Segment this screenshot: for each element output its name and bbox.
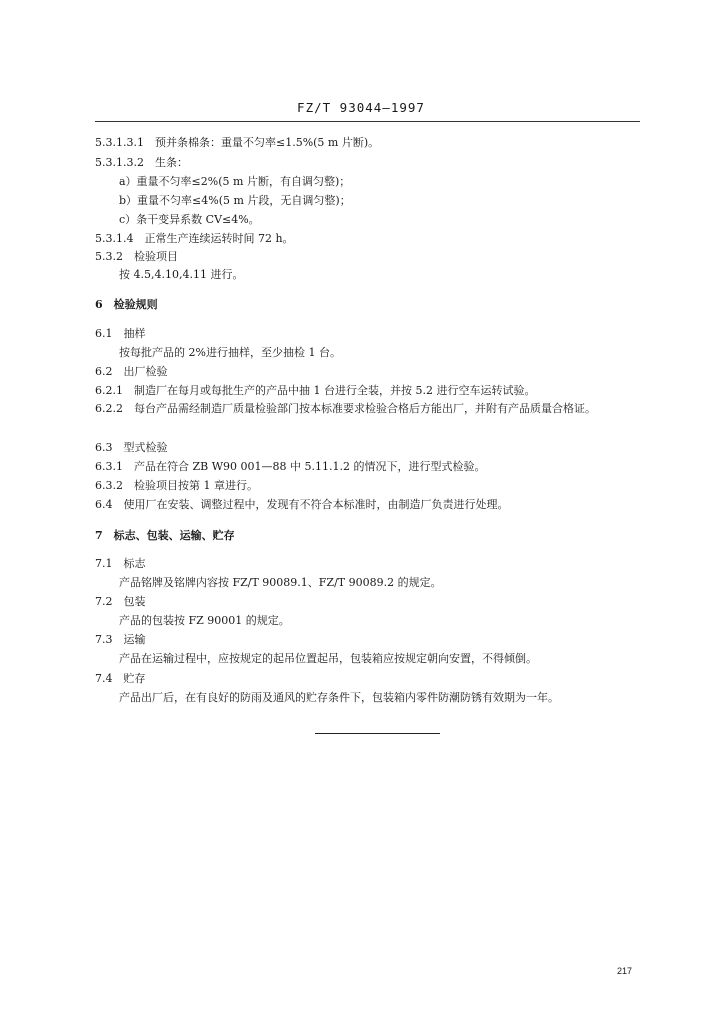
section-6-heading: 6 检验规则 <box>95 298 158 311</box>
item-b: b）重量不匀率≤4%(5 m 片段，无自调匀整)； <box>119 194 351 207</box>
page-number: 217 <box>617 966 633 976</box>
clause-5-3-1-3-2: 5.3.1.3.2 生条： <box>95 156 188 169</box>
item-c: c）条干变异系数 CV≤4%。 <box>119 213 260 226</box>
header-rule <box>95 121 640 122</box>
clause-6-2: 6.2 出厂检验 <box>95 365 168 378</box>
clause-7-3-text: 产品在运输过程中，应按规定的起吊位置起吊，包装箱应按规定朝向安置，不得倾倒。 <box>119 652 537 665</box>
clause-5-3-1-4: 5.3.1.4 正常生产连续运转时间 72 h。 <box>95 232 294 245</box>
clause-6-3: 6.3 型式检验 <box>95 441 168 454</box>
clause-5-3-1-3-1: 5.3.1.3.1 预并条棉条：重量不匀率≤1.5%(5 m 片断)。 <box>95 136 380 149</box>
clause-6-3-1: 6.3.1 产品在符合 ZB W90 001—88 中 5.11.1.2 的情况下，进行型式检验。 <box>95 460 486 473</box>
clause-7-2-text: 产品的包装按 FZ 90001 的规定。 <box>119 614 290 627</box>
clause-5-3-2: 5.3.2 检验项目 <box>95 250 178 263</box>
end-rule <box>315 733 440 734</box>
clause-6-1: 6.1 抽样 <box>95 327 146 340</box>
clause-6-4: 6.4 使用厂在安装、调整过程中，发现有不符合本标准时，由制造厂负责进行处理。 <box>95 498 509 511</box>
clause-7-4: 7.4 贮存 <box>95 672 146 685</box>
clause-6-2-2: 6.2.2 每台产品需经制造厂质量检验部门按本标准要求检验合格后方能出厂，并附有产品质量合格证。 <box>95 402 596 415</box>
document-header: FZ/T 93044—1997 <box>297 100 425 115</box>
clause-7-3: 7.3 运输 <box>95 633 146 646</box>
clause-7-4-text: 产品出厂后，在有良好的防雨及通风的贮存条件下，包装箱内零件防潮防锈有效期为一年。 <box>119 691 559 704</box>
item-a: a）重量不匀率≤2%(5 m 片断，有自调匀整)； <box>119 175 351 188</box>
clause-7-1: 7.1 标志 <box>95 557 146 570</box>
clause-6-2-1: 6.2.1 制造厂在每月或每批生产的产品中抽 1 台进行全装，并按 5.2 进行空车运转试验。 <box>95 384 536 397</box>
clause-6-3-2: 6.3.2 检验项目按第 1 章进行。 <box>95 479 258 492</box>
clause-6-1-text: 按每批产品的 2%进行抽样，至少抽检 1 台。 <box>119 346 341 359</box>
section-7-heading: 7 标志、包装、运输、贮存 <box>95 529 235 542</box>
clause-7-2: 7.2 包装 <box>95 595 146 608</box>
clause-5-3-2-text: 按 4.5,4.10,4.11 进行。 <box>119 268 244 281</box>
clause-7-1-text: 产品铭牌及铭牌内容按 FZ/T 90089.1、FZ/T 90089.2 的规定。 <box>119 576 442 589</box>
